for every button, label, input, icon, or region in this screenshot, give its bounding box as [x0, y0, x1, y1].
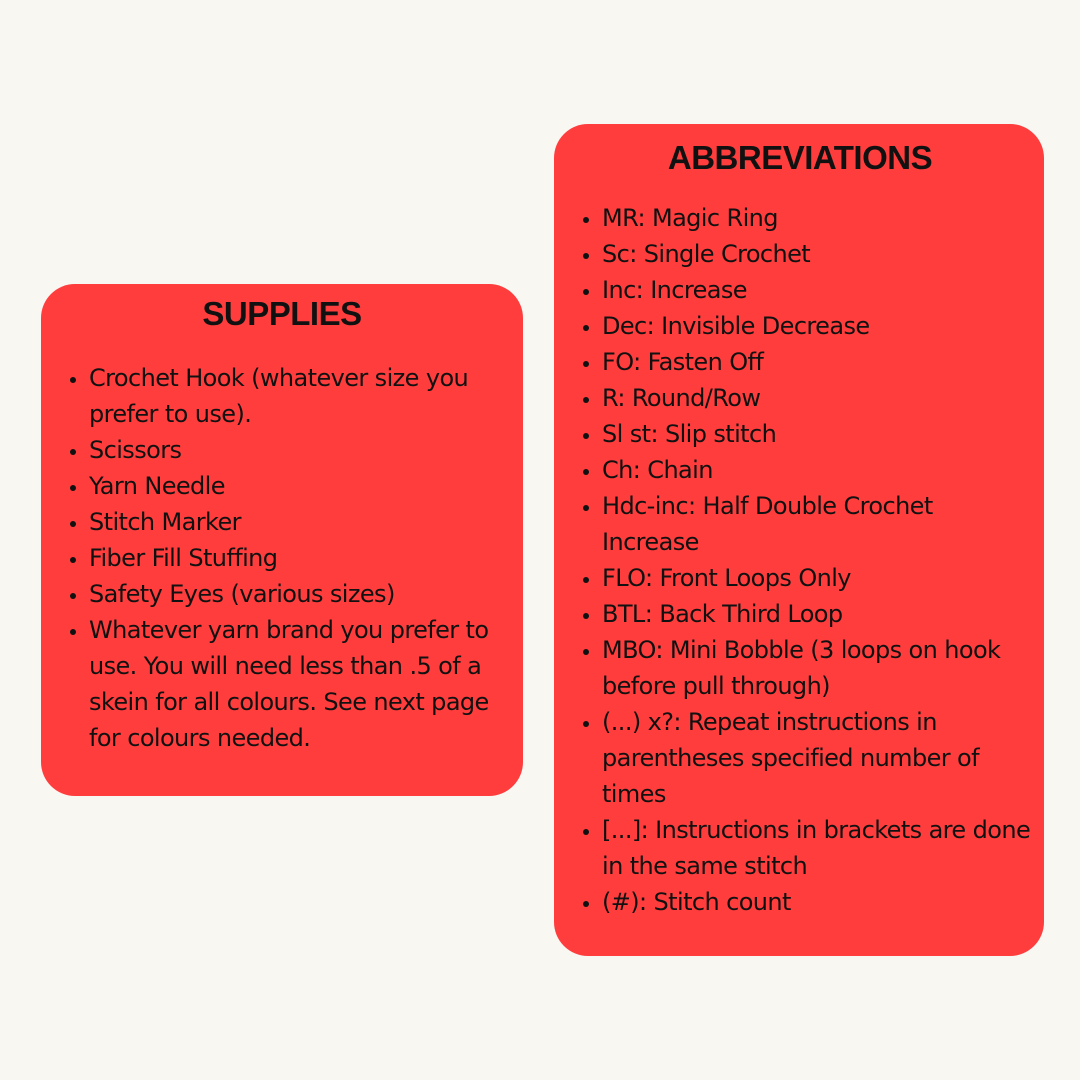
abbreviation-item: • BTL: Back Third Loop [602, 596, 1034, 632]
supplies-item-scissors: • Scissors [89, 432, 511, 468]
abbreviation-item: • Hdc-inc: Half Double Crochet Increase [602, 488, 1034, 560]
abbreviation-item: • Sl st: Slip stitch [602, 416, 1034, 452]
abbreviation-item: • Inc: Increase [602, 272, 1034, 308]
supplies-list [89, 360, 511, 756]
abbreviations-card [554, 124, 1044, 956]
supplies-item-crochet-hook: • Crochet Hook (whatever size you prefer to use). [89, 360, 511, 432]
abbreviation-item: • R: Round/Row [602, 380, 1034, 416]
abbreviation-item: • [...]: Instructions in brackets are done in the same stitch [602, 812, 1034, 884]
abbreviation-item: • FLO: Front Loops Only [602, 560, 1034, 596]
abbreviation-item: • (#): Stitch count [602, 884, 1034, 920]
abbreviation-item: • Sc: Single Crochet [602, 236, 1034, 272]
abbreviation-item: • MR: Magic Ring [602, 200, 1034, 236]
abbreviations-title: ABBREVIATIONS [667, 139, 933, 176]
abbreviation-item: • MBO: Mini Bobble (3 loops on hook before pull through) [602, 632, 1034, 704]
supplies-item-yarn: • Whatever yarn brand you prefer to use. You will need less than .5 of a skein for all colours. See next page for colours needed. [89, 612, 511, 756]
supplies-item-fiber-fill: • Fiber Fill Stuffing [89, 540, 511, 576]
abbreviation-item: • Ch: Chain [602, 452, 1034, 488]
supplies-card [41, 284, 523, 796]
abbreviation-item: • (...) x?: Repeat instructions in parentheses specified number of times [602, 704, 1034, 812]
abbreviations-list [602, 200, 1034, 920]
supplies-item-yarn-needle: • Yarn Needle [89, 468, 511, 504]
supplies-title: SUPPLIES [202, 295, 362, 332]
abbreviation-item: • FO: Fasten Off [602, 344, 1034, 380]
abbreviation-item: • Dec: Invisible Decrease [602, 308, 1034, 344]
supplies-item-stitch-marker: • Stitch Marker [89, 504, 511, 540]
supplies-item-safety-eyes: • Safety Eyes (various sizes) [89, 576, 511, 612]
